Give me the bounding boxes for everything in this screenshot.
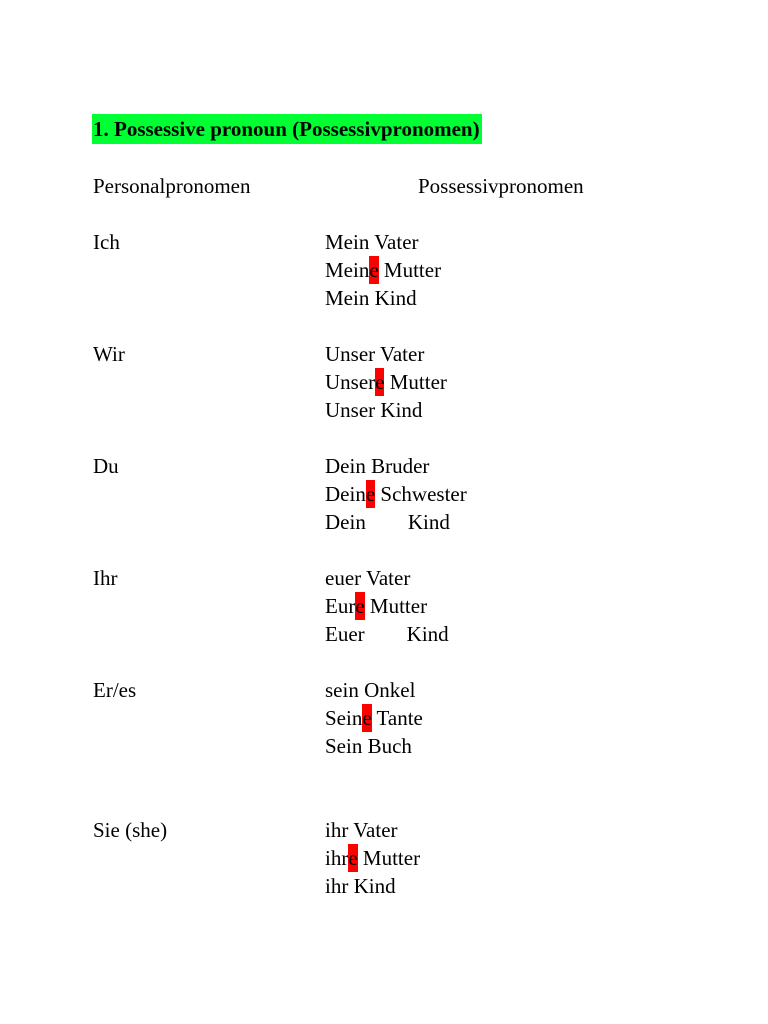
noun: Vater [369,230,419,254]
possessive-form [325,844,420,872]
possessive-stem: Unser [325,342,376,366]
noun: Buch [362,734,412,758]
highlighted-ending: e [348,846,358,870]
possessive-form [325,480,467,508]
section-heading: 1. Possessive pronoun (Possessivpronomen) [92,114,482,144]
personal-pronoun: Er/es [93,678,137,702]
noun: Schwester [375,482,467,506]
possessive-form [325,256,441,284]
noun: Vater [361,566,411,590]
possessive-form [325,228,441,256]
possessive-stem: Mein [325,286,370,310]
personal-pronoun: Ihr [93,566,118,590]
noun: Mutter [378,258,442,282]
possessive-form [325,564,449,592]
noun: Kind [348,874,396,898]
noun: Mutter [357,846,421,870]
possessive-stem: Unser [325,398,376,422]
possessive-form [325,368,447,396]
highlighted-ending: e [365,482,376,506]
possessive-form [325,340,447,368]
noun: Kind [407,510,450,534]
noun: Kind [406,622,449,646]
noun: Mutter [384,370,447,394]
possessive-stem: Eur [325,594,356,618]
possessive-stem: ihr [325,846,349,870]
possessive-stem: Unser [325,370,376,394]
possessive-stem: Dein [325,510,366,534]
column-header-possessivpronomen: Possessivpronomen [418,174,584,198]
possessive-stem: Mein [325,230,370,254]
possessive-form [325,620,449,648]
possessive-form [325,816,420,844]
personal-pronoun: Wir [93,342,125,366]
personal-pronoun: Du [93,454,119,478]
noun: Vater [375,342,425,366]
possessive-stem: euer [325,566,362,590]
possessive-form [325,452,467,480]
possessive-stem: Mein [325,258,370,282]
noun: Bruder [365,454,430,478]
possessive-forms [325,816,420,900]
noun: Onkel [358,678,416,702]
possessive-forms [325,228,441,312]
possessive-form [325,592,449,620]
possessive-form [325,508,467,536]
possessive-form [325,284,441,312]
highlighted-ending: e [369,258,379,282]
possessive-forms [325,564,449,648]
possessive-form [325,704,423,732]
column-header-personalpronomen: Personalpronomen [93,174,251,198]
noun: Kind [375,398,423,422]
possessive-stem: Euer [325,622,365,646]
noun: Kind [369,286,417,310]
possessive-forms [325,340,447,424]
possessive-stem: Dein [325,454,366,478]
possessive-stem: ihr [325,818,349,842]
highlighted-ending: e [355,594,365,618]
possessive-stem: sein [325,678,359,702]
possessive-form [325,396,447,424]
possessive-stem: Sein [325,706,363,730]
possessive-forms [325,452,467,536]
possessive-form [325,732,423,760]
personal-pronoun: Ich [93,230,120,254]
possessive-stem: ihr [325,874,349,898]
possessive-form [325,872,420,900]
possessive-forms [325,676,423,760]
possessive-stem: Sein [325,734,363,758]
possessive-form [325,676,423,704]
noun: Vater [348,818,398,842]
possessive-stem: Dein [325,482,366,506]
personal-pronoun: Sie (she) [93,818,168,842]
noun: Tante [371,706,423,730]
highlighted-ending: e [362,706,372,730]
noun: Mutter [364,594,428,618]
highlighted-ending: e [375,370,385,394]
